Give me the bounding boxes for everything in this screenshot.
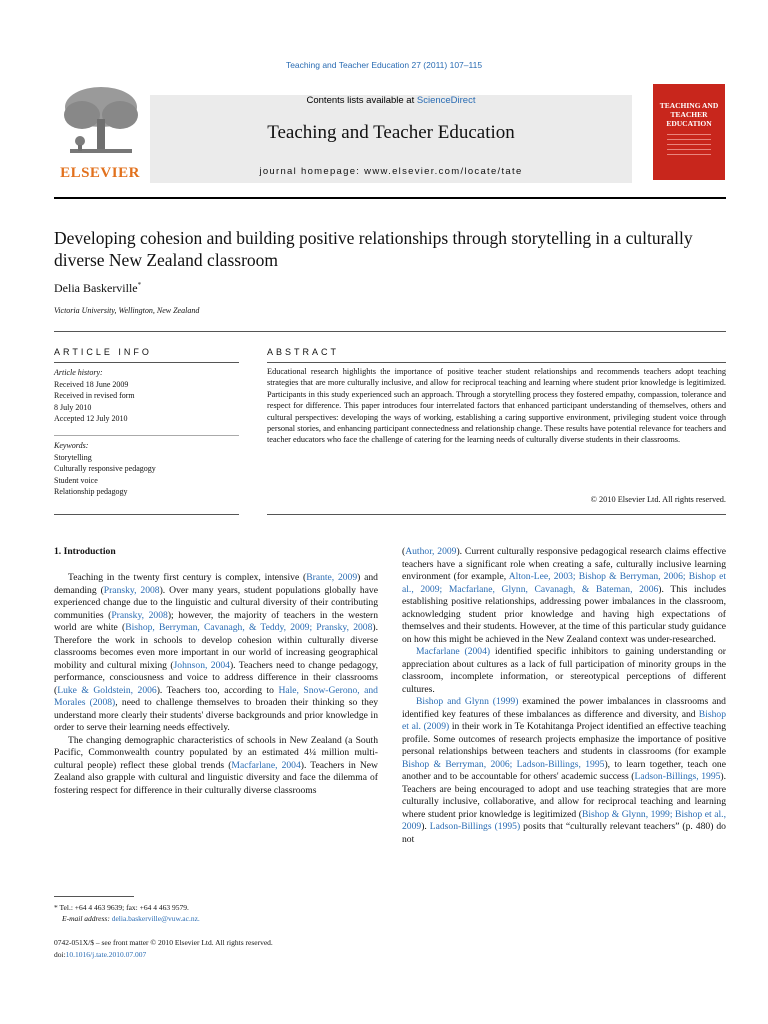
- email-label: E-mail address:: [62, 914, 112, 923]
- body-text: examined the power imbalances in classrooms and identified key features of these imbalances as difference and diversity, and: [402, 696, 726, 720]
- abstract-text: Educational research highlights the importance of positive teacher student relationships and recommends teachers adopt teaching strategies that are more culturally inclusive, and allow for reciprocal teaching and learning where student prior knowledge is legitimized. Participants in this study experienced such an approach. Through a storytelling process they fostered empathy, compassion, tolerance and respect for difference. This paper introduces four interrelated factors that enhanced participant understanding of themselves, others and cultural perspectives: developing the ways of working, establishing a caring supportive environment, privileging student voice through personal stories, and enhancing participant connectedness and relationship change. These results have potential relevance for teachers and teacher educators who face the challenge of catering for the learning needs of culturally diverse students in their classrooms.: [267, 367, 726, 445]
- email-link[interactable]: delia.baskerville@vuw.ac.nz.: [111, 914, 200, 923]
- citation-link[interactable]: Hale, Snow-Gerono, and Morales (2008): [54, 684, 378, 708]
- body-text: ); however, the majority of teachers in the western world are white (: [54, 609, 379, 633]
- journal-homepage-link[interactable]: journal homepage: www.elsevier.com/locate/tate: [259, 166, 523, 177]
- abstract-heading: ABSTRACT: [267, 347, 340, 357]
- author-affiliation: Victoria University, Wellington, New Zealand: [54, 306, 200, 315]
- issn-line: 0742-051X/$ – see front matter © 2010 Elsevier Ltd. All rights reserved.: [54, 938, 273, 947]
- elsevier-logo: [54, 85, 146, 183]
- article-meta: [54, 937, 378, 961]
- article-info-bottom-rule: [54, 514, 239, 515]
- citation-link[interactable]: Brante, 2009: [306, 572, 358, 583]
- elsevier-tree-icon: [60, 85, 142, 159]
- author-name: [54, 281, 141, 296]
- body-text: (: [402, 546, 406, 557]
- citation-link[interactable]: Pransky, 2008: [111, 609, 168, 621]
- doi-prefix: doi:: [54, 950, 66, 959]
- keywords-rule: [54, 435, 239, 436]
- body-text: ). Teachers too, according to: [156, 684, 279, 696]
- title-divider: [54, 331, 726, 332]
- keyword-item: Relationship pedagogy: [54, 487, 128, 496]
- abstract-rule: [267, 362, 726, 363]
- journal-citation[interactable]: Teaching and Teacher Education 27 (2011) 107–115: [285, 60, 483, 70]
- article-info-rule: [54, 362, 239, 363]
- author-footnote: [54, 902, 378, 924]
- body-paragraph: [402, 546, 726, 646]
- article-history: [54, 367, 239, 425]
- body-text: ). This includes establishing positive relationships, addressing power imbalances in the classroom, acknowledging student prior knowledge and having high expectations of themselves and their students. However, at the time of this particular study guidance on how this might be achieved in the New Zealand context was under-researched.: [402, 583, 726, 645]
- keywords-label: Keywords:: [54, 441, 89, 450]
- history-item: Received 18 June 2009: [54, 379, 129, 389]
- keyword-item: Storytelling: [54, 452, 92, 462]
- footnote-contact: * Tel.: +64 4 463 9639; fax: +64 4 463 9579.: [54, 903, 189, 912]
- body-text: ). Over many years, student populations globally have experienced change due to the linguistic and cultural diversity of their contributing communities (: [54, 584, 378, 621]
- citation-link[interactable]: Bishop & Glynn, 1999; Bishop et al., 2009: [402, 808, 726, 832]
- article-info-heading: ARTICLE INFO: [54, 347, 152, 357]
- introduction-heading: 1. Introduction: [54, 546, 116, 557]
- citation-link[interactable]: Bishop & Berryman, 2006; Ladson-Billings, 1995: [402, 758, 605, 770]
- body-text: ). Teachers need to change pedagogy, performance, consciousness and voice to address difference in their classrooms (: [54, 659, 379, 696]
- body-text: The changing demographic characteristics of schools in New Zealand (a South Pacific, Commonwealth country populated by an estimated 4¼ million multi-cultural people) reflect these global trends (: [54, 734, 378, 771]
- footnote-rule: [54, 896, 134, 897]
- history-item: Received in revised form: [54, 391, 135, 400]
- sciencedirect-link[interactable]: ScienceDirect: [416, 95, 476, 106]
- citation-link[interactable]: Pransky, 2008: [103, 584, 160, 596]
- body-text: Teaching in the twenty first century is complex, intensive (: [68, 572, 307, 583]
- body-text: posits that “culturally relevant teachers” (p. 480) do not: [402, 821, 726, 845]
- body-text: ). Therefore the work in schools to develop cohesion within culturally diverse classrooms becomes even more important in our world of increasing geographical mobility and cultural mixing (: [54, 622, 378, 671]
- header-divider: [54, 197, 726, 199]
- body-text: ), to learn together, teach one another and to be accountable for others' academic success (: [402, 758, 726, 782]
- history-label: Article history:: [54, 368, 103, 377]
- footnote-email-line: [54, 913, 378, 924]
- journal-cover-image: [653, 84, 725, 180]
- author-text: Delia Baskerville: [54, 281, 138, 295]
- body-text: ). Teachers in New Zealand also grapple with cultural and linguistic diversity and face the dilemma of fostering respect for difference in their culturally diverse classrooms: [54, 759, 378, 796]
- journal-info-box: [150, 95, 632, 183]
- abstract-bottom-rule: [267, 514, 726, 515]
- citation-link[interactable]: Ladson-Billings, 1995: [634, 771, 721, 782]
- cover-decoration: [667, 134, 711, 159]
- abstract-copyright: © 2010 Elsevier Ltd. All rights reserved.: [590, 495, 726, 504]
- body-paragraph: [54, 735, 378, 798]
- body-text: ) and demanding (: [54, 572, 378, 596]
- citation-link[interactable]: Macfarlane, 2004: [231, 759, 301, 771]
- history-item: Accepted 12 July 2010: [54, 414, 128, 423]
- body-text: ). Teachers are being encouraged to adopt and use teaching strategies that are more culturally inclusive, collaborative, and allow for reciprocal teaching and learning where student prior knowledge is legitimized (: [402, 771, 727, 820]
- body-column-right: [402, 546, 726, 846]
- body-text: , need to challenge themselves to broaden their thinking so they understand more clearly their students' diverse backgrounds and prior knowledge in order to serve their learning needs effectively.: [54, 697, 378, 733]
- body-column-left: [54, 572, 378, 797]
- keyword-item: Student voice: [54, 475, 98, 485]
- history-item: 8 July 2010: [54, 402, 92, 412]
- citation-link[interactable]: Macfarlane (2004): [416, 646, 491, 657]
- citation-link[interactable]: Bishop and Glynn (1999): [416, 696, 519, 707]
- citation-link[interactable]: Luke & Goldstein, 2006: [57, 684, 157, 696]
- citation-link[interactable]: Author, 2009: [405, 546, 457, 557]
- body-text: ). Current culturally responsive pedagogical research claims effective teachers have a significant role when creating a safe, culturally inclusive learning environment (for example,: [402, 546, 727, 582]
- citation-link[interactable]: Bishop, Berryman, Cavanagh, & Teddy, 2009; Pransky, 2008: [125, 622, 373, 633]
- elsevier-wordmark: ELSEVIER: [60, 165, 140, 181]
- body-text: ).: [421, 821, 430, 832]
- journal-title: Teaching and Teacher Education: [267, 122, 515, 143]
- citation-link[interactable]: Bishop et al. (2009): [402, 708, 726, 732]
- author-footnote-mark[interactable]: *: [137, 281, 142, 289]
- citation-link[interactable]: Alton-Lee, 2003; Bishop & Berryman, 2006; Bishop et al., 2009; Macfarlane, Glynn, Cavanagh, & Bateman, 2006: [402, 571, 726, 595]
- keyword-item: Culturally responsive pedagogy: [54, 464, 156, 473]
- doi-line: [54, 949, 378, 961]
- doi-link[interactable]: 10.1016/j.tate.2010.07.007: [65, 950, 147, 959]
- citation-link[interactable]: Ladson-Billings (1995): [429, 821, 521, 832]
- cover-title: TEACHING AND TEACHER EDUCATION: [659, 101, 719, 128]
- article-title: Developing cohesion and building positive relationships through storytelling in a culturally diverse New Zealand classroom: [54, 228, 693, 270]
- journal-header: [54, 83, 726, 183]
- keywords-block: [54, 440, 239, 498]
- body-text: in their work in Te Kotahitanga Project identified an effective teaching profile. Some outcomes of research projects emphasize the importance of positive personal relationships between teachers and students in classrooms (for example: [402, 721, 726, 757]
- body-paragraph: [402, 696, 726, 846]
- body-text: identified specific inhibitors to gaining understanding or appreciation about cultures as a lack of full participation of minority groups in the classroom, incomplete information, or stereotypical perceptions of different cultures.: [402, 646, 726, 695]
- contents-prefix: Contents lists available at: [306, 95, 417, 106]
- body-paragraph: [402, 646, 726, 696]
- contents-availability: [150, 95, 632, 106]
- body-paragraph: [54, 572, 378, 735]
- citation-link[interactable]: Johnson, 2004: [173, 659, 230, 671]
